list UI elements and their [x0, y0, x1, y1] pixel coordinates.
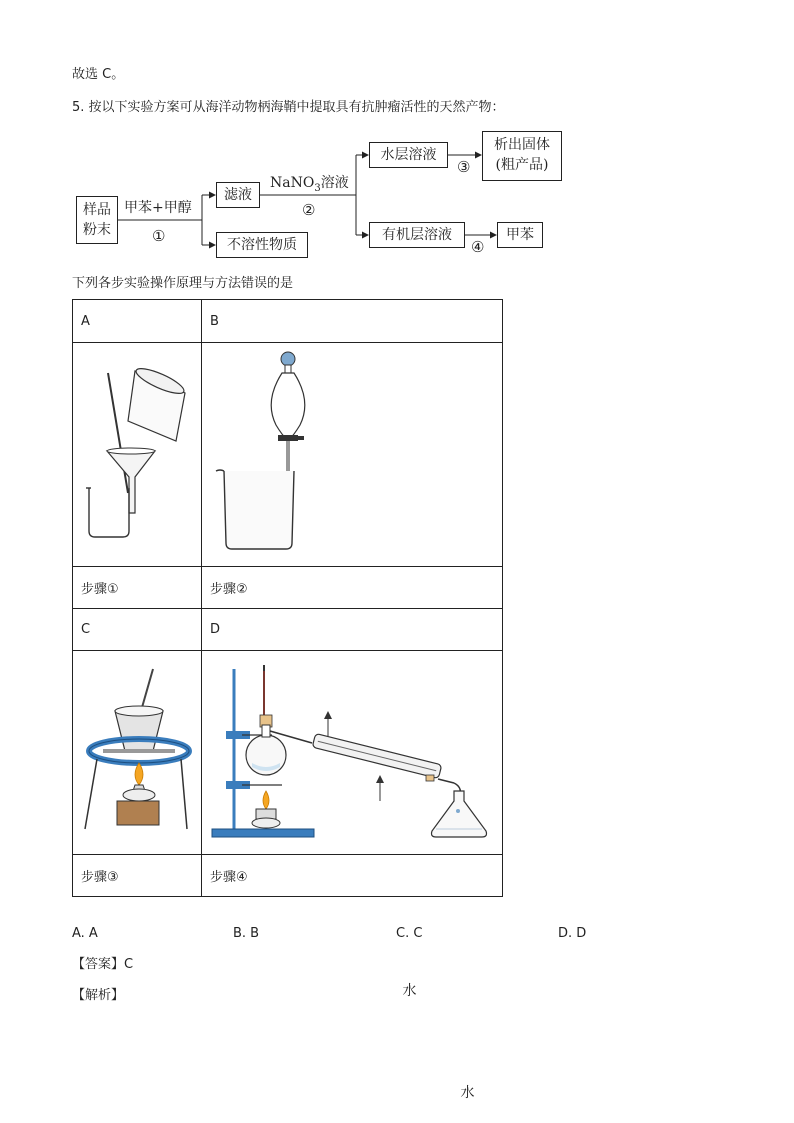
choice-a[interactable]: A. A — [72, 926, 98, 941]
product-line1: 析出固体 — [494, 137, 550, 153]
crude-product-box — [482, 131, 562, 181]
product-line2: (粗产品) — [495, 157, 549, 173]
choice-b[interactable]: B. B — [233, 926, 260, 941]
image-b-cell — [202, 343, 503, 567]
analysis-tag: 【解析】 — [72, 988, 125, 1003]
question-number: 5. — [72, 100, 85, 115]
image-a-cell — [73, 343, 202, 567]
step2-reagent — [270, 172, 349, 194]
filtration-illustration — [73, 343, 201, 562]
header-d: D — [202, 609, 503, 651]
insoluble-box: 不溶性物质 — [216, 232, 308, 258]
sample-label-line1: 样品 — [83, 202, 111, 218]
caption-a: 步骤① — [73, 567, 202, 609]
answer-value: C — [124, 957, 134, 972]
water-in-label: 水 — [460, 1084, 475, 1101]
nano-text: NaNO — [270, 175, 315, 191]
caption-c: 步骤③ — [73, 855, 202, 897]
question-text: 按以下实验方案可从海洋动物柄海鞘中提取具有抗肿瘤活性的天然产物： — [88, 100, 505, 115]
header-b: B — [202, 300, 503, 343]
water-out-label: 水 — [402, 982, 417, 999]
evaporation-illustration — [73, 651, 201, 850]
question-prompt: 下列各步实验操作原理与方法错误的是 — [72, 276, 294, 291]
header-c: C — [73, 609, 202, 651]
step4-number: ④ — [471, 238, 485, 256]
previous-answer-line: 故选 C。 — [72, 67, 125, 82]
toluene-box: 甲苯 — [497, 222, 543, 248]
caption-d: 步骤④ — [202, 855, 503, 897]
step1-reagent: 甲苯+甲醇 — [124, 200, 192, 216]
step3-number: ③ — [457, 158, 471, 176]
step2-number: ② — [302, 201, 316, 219]
choice-d[interactable]: D. D — [558, 926, 587, 941]
sample-label-line2: 粉末 — [83, 222, 111, 238]
header-a: A — [73, 300, 202, 343]
sample-powder-box — [76, 196, 118, 244]
aqueous-layer-box: 水层溶液 — [369, 142, 448, 168]
distillation-illustration — [202, 651, 502, 850]
step1-number: ① — [152, 227, 166, 245]
image-c-cell — [73, 651, 202, 855]
answer-line — [72, 957, 133, 973]
nano-subscript: 3 — [314, 182, 321, 194]
organic-layer-box: 有机层溶液 — [369, 222, 465, 248]
filtrate-box: 滤液 — [216, 182, 260, 208]
answer-tag: 【答案】 — [72, 957, 125, 972]
separatory-funnel-illustration — [202, 343, 502, 562]
choice-c[interactable]: C. C — [396, 926, 423, 941]
caption-b: 步骤② — [202, 567, 503, 609]
nano-solution-text: 溶液 — [320, 175, 349, 191]
